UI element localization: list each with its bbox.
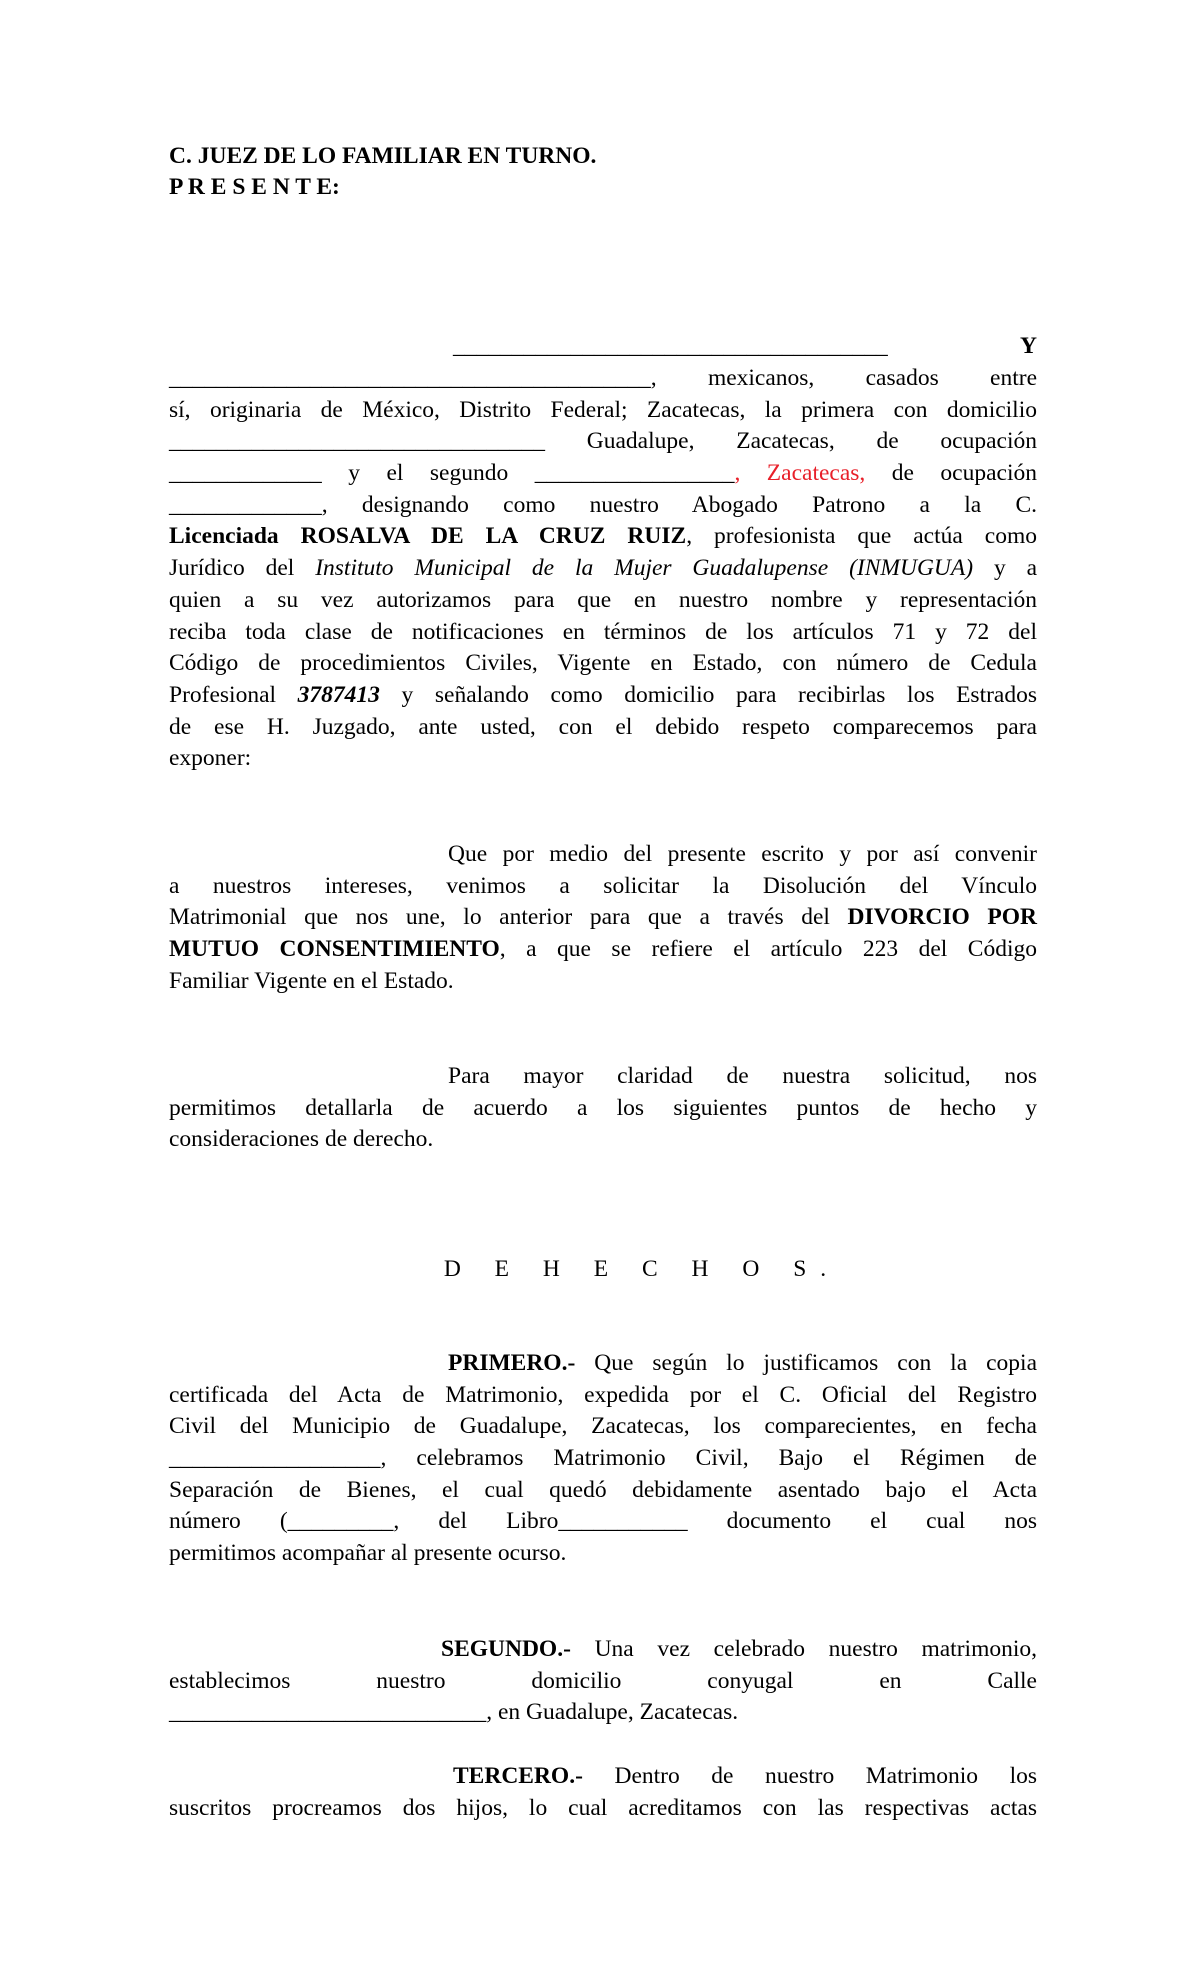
primero-line-4: __________________, celebramos Matrimonio Civil, Bajo el Régimen de (169, 1445, 1037, 1472)
tercero-label: TERCERO.- (453, 1763, 583, 1789)
segundo-line-3: ___________________________, en Guadalupe, Zacatecas. (169, 1699, 739, 1726)
primero-line-7: permitimos acompañar al presente ocurso. (169, 1540, 567, 1567)
intro-line-9: quien a su vez autorizamos para que en nuestro nombre y representación (169, 586, 1037, 613)
intro-line-7: Licenciada ROSALVA DE LA CRUZ RUIZ, profesionista que actúa como (169, 523, 1037, 550)
segundo-label: SEGUNDO.- (441, 1636, 571, 1662)
petition-line-3: Matrimonial que nos une, lo anterior para que a través del DIVORCIO POR (169, 904, 1037, 931)
primero-line-6: número (_________, del Libro___________ documento el cual nos (169, 1508, 1037, 1535)
attorney-name: ROSALVA DE LA CRUZ RUIZ (300, 523, 687, 550)
addressee-heading (169, 141, 1037, 173)
intro-line-13: de ese H. Juzgado, ante usted, con el debido respeto comparecemos para (169, 713, 1037, 740)
institute-name: Instituto Municipal de la Mujer Guadalupense (INMUGUA) (315, 555, 974, 582)
tercero-paragraph (169, 1761, 1037, 1824)
segundo-line-2: establecimos nuestro domicilio conyugal en Calle (169, 1667, 1037, 1694)
petition-line-5: Familiar Vigente en el Estado. (169, 967, 454, 994)
intro-line-11: Código de procedimientos Civiles, Vigente en Estado, con número de Cedula (169, 650, 1037, 677)
presente-text: P R E S E N T E: (169, 174, 340, 200)
clarity-paragraph (169, 1061, 1037, 1156)
primero-line-5: Separación de Bienes, el cual quedó debidamente asentado bajo el Acta (169, 1476, 1037, 1503)
intro-paragraph (169, 363, 1037, 775)
primero-paragraph (169, 1348, 1037, 1570)
addressee-text: C. JUEZ DE LO FAMILIAR EN TURNO. (169, 143, 597, 169)
clarity-line-3: consideraciones de derecho. (169, 1126, 434, 1153)
petition-line-1: Que por medio del presente escrito y por así convenir (448, 841, 1037, 867)
tercero-line-2: suscritos procreamos dos hijos, lo cual acreditamos con las respectivas actas (169, 1794, 1037, 1821)
intro-line-6: _____________, designando como nuestro Abogado Patrono a la C. (169, 491, 1037, 518)
clarity-line-1: Para mayor claridad de nuestra solicitud, nos (448, 1063, 1037, 1089)
primero-line-1: PRIMERO.- Que según lo justificamos con la copia (448, 1350, 1037, 1376)
segundo-line-1: SEGUNDO.- Una vez celebrado nuestro matrimonio, (441, 1636, 1037, 1662)
section-title-hechos (169, 1254, 1115, 1286)
presente-heading (169, 172, 1037, 204)
intro-line-14: exponer: (169, 745, 252, 772)
intro-line-3: sí, originaria de México, Distrito Federal; Zacatecas, la primera con domicilio (169, 396, 1037, 423)
intro-line-5: _____________ y el segundo _________________, Zacatecas, de ocupación (169, 460, 1038, 487)
primero-label: PRIMERO.- (448, 1350, 576, 1376)
section-title-text: D E H E C H O S. (443, 1256, 841, 1282)
primero-line-2: certificada del Acta de Matrimonio, expedida por el C. Oficial del Registro (169, 1381, 1037, 1408)
red-text-zacatecas: , Zacatecas, (734, 460, 866, 487)
clarity-line-2: permitimos detallarla de acuerdo a los siguientes puntos de hecho y (169, 1094, 1037, 1121)
primero-line-3: Civil del Municipio de Guadalupe, Zacatecas, los comparecientes, en fecha (169, 1413, 1037, 1440)
intro-line-8: Jurídico del Instituto Municipal de la Mujer Guadalupense (INMUGUA) y a (169, 555, 1038, 582)
conjunction-y: Y (1020, 333, 1037, 359)
petition-line-2: a nuestros intereses, venimos a solicitar la Disolución del Vínculo (169, 872, 1037, 899)
blank-field-name-1: _____________________________________ (453, 333, 888, 359)
tercero-line-1: TERCERO.- Dentro de nuestro Matrimonio los (453, 1763, 1038, 1789)
segundo-paragraph (169, 1634, 1037, 1729)
petition-paragraph (169, 839, 1037, 997)
intro-line-4: ________________________________ Guadalupe, Zacatecas, de ocupación (169, 428, 1038, 455)
intro-line-10: reciba toda clase de notificaciones en términos de los artículos 71 y 72 del (169, 618, 1037, 645)
intro-line-12: Profesional 3787413 y señalando como domicilio para recibirlas los Estrados (169, 681, 1037, 708)
cedula-number: 3787413 (297, 681, 380, 708)
intro-line-2: _________________________________________, mexicanos, casados entre (169, 365, 1037, 391)
divorce-type: MUTUO CONSENTIMIENTO (169, 936, 500, 963)
petition-line-4: MUTUO CONSENTIMIENTO, a que se refiere el artículo 223 del Código (169, 936, 1037, 963)
